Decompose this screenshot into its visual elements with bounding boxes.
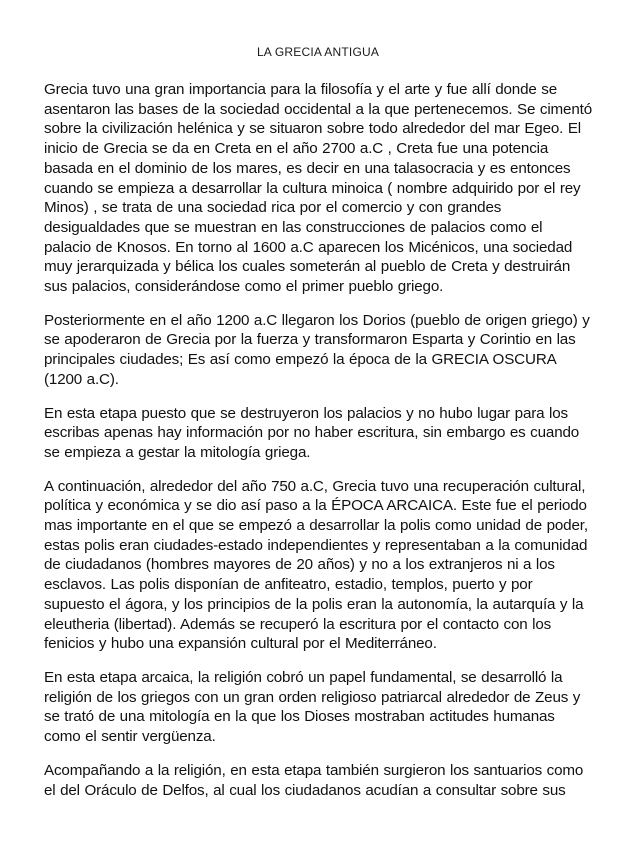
paragraph-4: A continuación, alrededor del año 750 a.C, Grecia tuvo una recuperación cultural, política y económica y se dio así paso a la ÉPOCA ARCAICA. Este fue el periodo mas importante en el que se empezó a desarrollar la polis como unidad de poder, estas polis eran ciudades-estado independientes y representaban a la comunidad de ciudadanos (hombres mayores de 20 años) y no a los extranjeros ni a los esclavos. Las polis disponían de anfiteatro, estadio, templos, puerto y por supuesto el ágora, y los principios de la polis eran la autonomía, la autarquía y la eleutheria (libertad). Además se recuperó la escritura por el contacto con los fenicios y hubo una expansión cultural por el Mediterráneo. bbox=[44, 477, 588, 653]
paragraph-3: En esta etapa puesto que se destruyeron los palacios y no hubo lugar para los escribas apenas hay información por no haber escritura, sin embargo es cuando se empieza a gestar la mitología griega. bbox=[44, 404, 580, 461]
paragraph-1: Grecia tuvo una gran importancia para la filosofía y el arte y fue allí donde se asentaron las bases de la sociedad occidental a la que pertenecemos. Se cimentó sobre la civilización helénica y se situaron sobre todo alrededor del mar Egeo. El inicio de Grecia se da en Creta en el año 2700 a.C , Creta fue una potencia basada en el dominio de los mares, es decir en una talasocracia y es entonces cuando se empieza a desarrollar la cultura minoica ( nombre adquirido por el rey Minos) , se trata de una sociedad rica por el comercio y con grandes desigualdades que se muestran en las construcciones de palacios como el palacio de Knosos. En torno al 1600 a.C aparecen los Micénicos, una sociedad muy jerarquizada y bélica los cuales someterán al pueblo de Creta y destruirán sus palacios, considerándose como el primer pueblo griego. bbox=[44, 81, 592, 296]
paragraph-6: Acompañando a la religión, en esta etapa también surgieron los santuarios como el del Oráculo de Delfos, al cual los ciudadanos acudían a consultar sobre sus bbox=[44, 761, 584, 799]
paragraph-5: En esta etapa arcaica, la religión cobró un papel fundamental, se desarrolló la religión de los griegos con un gran orden religioso patriarcal alrededor de Zeus y se trató de una mitología en la que los Dioses mostraban actitudes humanas como el sentir vergüenza. bbox=[44, 668, 581, 746]
document-title: LA GRECIA ANTIGUA bbox=[256, 45, 380, 59]
document-body bbox=[44, 80, 592, 814]
paragraph-2: Posteriormente en el año 1200 a.C llegaron los Dorios (pueblo de origen griego) y se apoderaron de Grecia por la fuerza y transformaron Esparta y Corintio en las principales ciudades; Es así como empezó la época de la GRECIA OSCURA (1200 a.C). bbox=[44, 311, 590, 388]
